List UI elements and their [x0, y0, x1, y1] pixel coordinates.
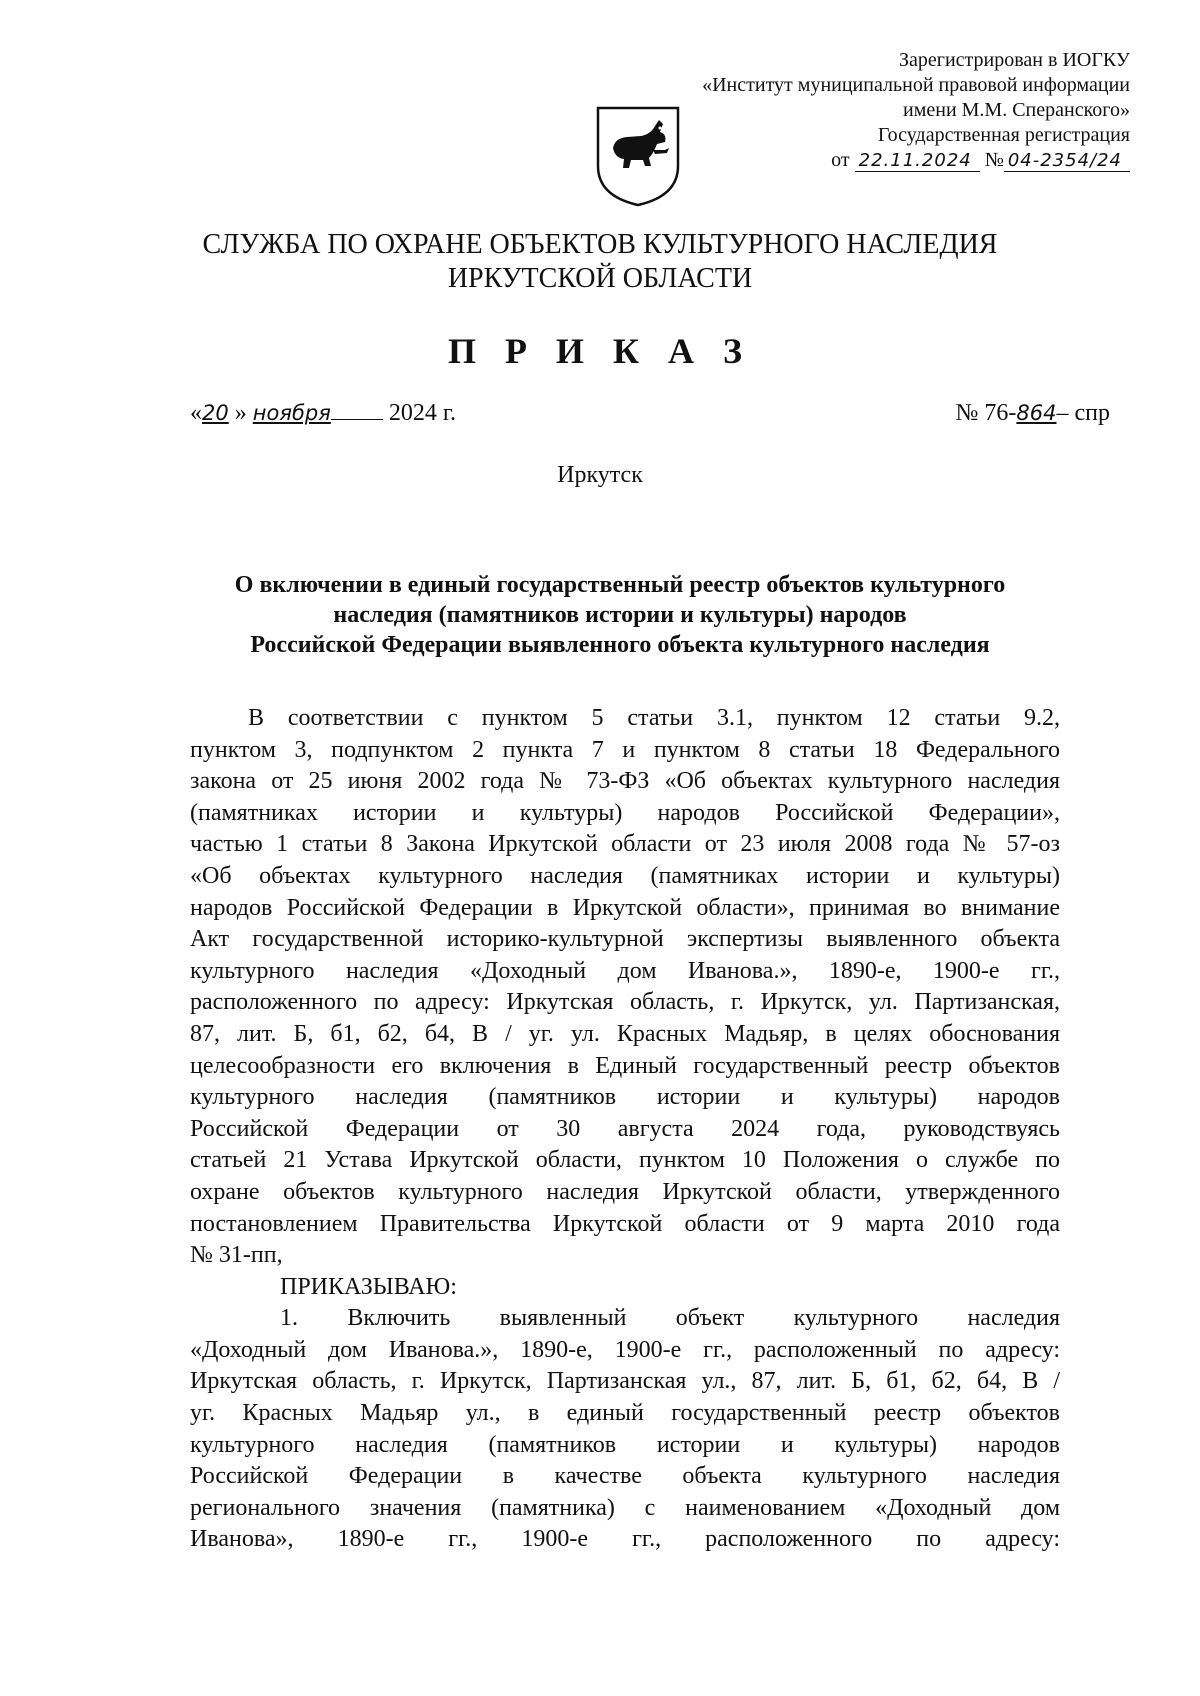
body-line: «Об объектах культурного наследия (памятниках истории и культуры) [190, 862, 1060, 889]
subject-line: О включении в единый государственный реестр объектов культурного [234, 572, 1006, 598]
body-line: охране объектов культурного наследия Иркутской области, утвержденного [190, 1178, 1060, 1205]
document-type-title: П Р И К А З [447, 331, 753, 371]
stamp-date-value: 22.11.2024 [855, 151, 980, 172]
order-number-prefix: № 76- [955, 400, 1017, 426]
stamp-registration-line [610, 148, 1130, 173]
body-line: № 31-пп, [190, 1242, 283, 1269]
body-line: культурного наследия (памятников истории и культуры) народов [190, 1431, 1060, 1458]
stamp-line: Зарегистрирован в ИОГКУ [899, 49, 1130, 71]
body-line: статьей 21 Устава Иркутской области, пунктом 10 Положения о службе по [190, 1147, 1060, 1174]
date-close-quote: » [234, 400, 247, 426]
body-line: (памятниках истории и культуры) народов Российской Федерации», [190, 799, 1060, 826]
body-line: постановлением Правительства Иркутской области от 9 марта 2010 года [190, 1210, 1060, 1237]
organization-line: СЛУЖБА ПО ОХРАНЕ ОБЪЕКТОВ КУЛЬТУРНОГО НАСЛЕДИЯ [202, 229, 998, 260]
body-line: расположенного по адресу: Иркутская область, г. Иркутск, ул. Партизанская, [190, 989, 1060, 1016]
city: Иркутск [557, 462, 643, 488]
date-open-quote: « [190, 400, 202, 426]
registration-stamp [610, 48, 1130, 173]
irkutsk-coat-of-arms-icon [593, 104, 683, 208]
stamp-line: имени М.М. Сперанского» [903, 99, 1130, 121]
body-line: культурного наследия «Доходный дом Иванова.», 1890-е, 1900-е гг., [190, 957, 1060, 984]
order-date [190, 400, 456, 427]
body-line: Акт государственной историко-культурной экспертизы выявленного объекта [190, 926, 1060, 953]
body-line: регионального значения (памятника) с наименованием «Доходный дом [190, 1494, 1060, 1521]
order-subject [180, 570, 1060, 660]
body-line: пунктом 3, подпунктом 2 пункта 7 и пунктом 8 статьи 18 Федерального [190, 736, 1060, 763]
order-directive: ПРИКАЗЫВАЮ: [280, 1273, 457, 1300]
order-day: 20 [202, 401, 229, 425]
body-line: Иванова», 1890-е гг., 1900-е гг., расположенного по адресу: [190, 1526, 1060, 1553]
body-line: В соответствии с пунктом 5 статьи 3.1, пунктом 12 статьи 9.2, [248, 705, 1060, 731]
body-line: народов Российской Федерации в Иркутской области», принимая во внимание [190, 894, 1060, 921]
order-month: ноября [252, 401, 331, 425]
stamp-line: «Институт муниципальной правовой информации [702, 74, 1130, 96]
stamp-date-prefix: от [831, 149, 850, 171]
order-number-suffix: – спр [1056, 400, 1110, 426]
organization-name [0, 228, 1200, 296]
body-line: Российской Федерации в качестве объекта культурного наследия [190, 1463, 1060, 1490]
body-line: культурного наследия (памятников истории и культуры) народов [190, 1084, 1060, 1111]
body-line: Российской Федерации от 30 августа 2024 года, руководствуясь [190, 1115, 1060, 1142]
subject-line: Российской Федерации выявленного объекта культурного наследия [250, 632, 990, 658]
stamp-number-prefix: № [984, 149, 1004, 171]
body-line: 1. Включить выявленный объект культурного наследия [280, 1305, 1060, 1332]
stamp-number-value: 04-2354/24 [1004, 151, 1130, 172]
body-line: целесообразности его включения в Единый государственный реестр объектов [190, 1052, 1060, 1079]
organization-line: ИРКУТСКОЙ ОБЛАСТИ [447, 263, 753, 294]
body-line: 87, лит. Б, б1, б2, б4, В / уг. ул. Красных Мадьяр, в целях обоснования [190, 1020, 1060, 1047]
body-line: уг. Красных Мадьяр ул., в единый государственный реестр объектов [190, 1400, 1060, 1427]
body-line: «Доходный дом Иванова.», 1890-е, 1900-е гг., расположенный по адресу: [190, 1336, 1060, 1363]
body-line: частью 1 статьи 8 Закона Иркутской области от 23 июля 2008 года № 57-оз [190, 831, 1060, 858]
stamp-line: Государственная регистрация [877, 124, 1130, 146]
body-line: Иркутская область, г. Иркутск, Партизанская ул., 87, лит. Б, б1, б2, б4, В / [190, 1368, 1060, 1395]
body-line: закона от 25 июня 2002 года № 73-ФЗ «Об объектах культурного наследия [190, 768, 1060, 795]
order-year: 2024 г. [388, 400, 456, 426]
order-body [190, 703, 1060, 1556]
order-number [956, 400, 1110, 427]
subject-line: наследия (памятников истории и культуры) народов [333, 602, 907, 628]
order-number-handwritten: 864 [1016, 401, 1057, 425]
